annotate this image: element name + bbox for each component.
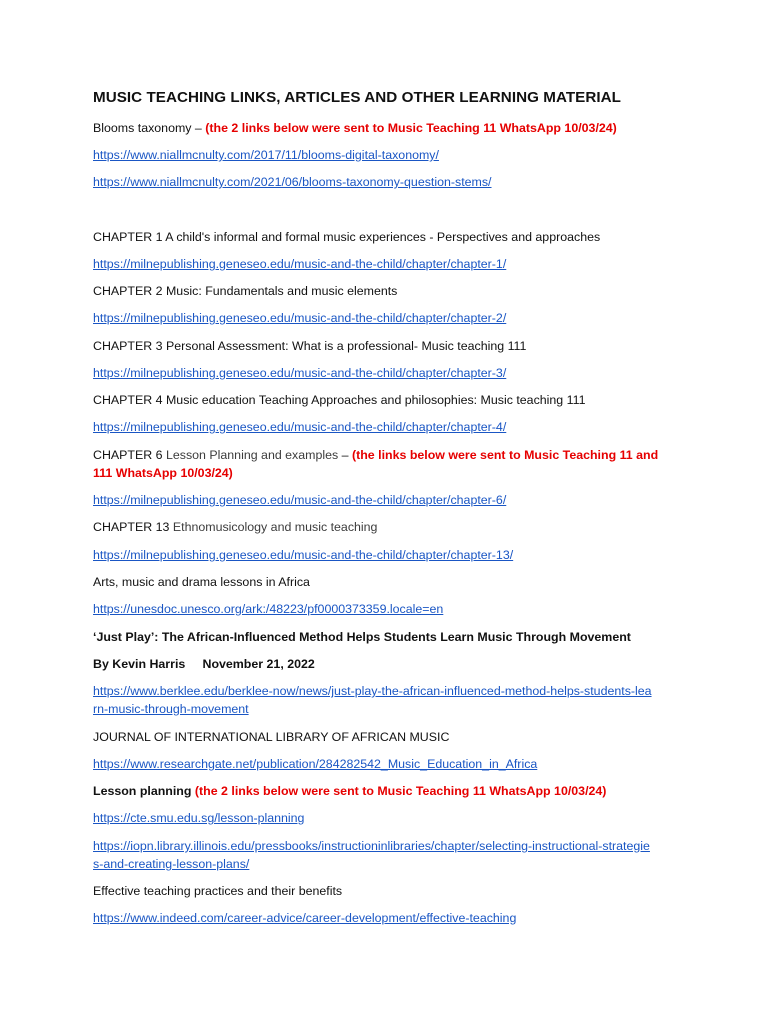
chapter-3-title: CHAPTER 3 Personal Assessment: What is a professional- Music teaching 111 bbox=[93, 339, 527, 353]
effective-teaching-label: Effective teaching practices and their benefits bbox=[93, 884, 343, 898]
chapter-13-title: Ethnomusicology and music teaching bbox=[172, 520, 378, 534]
chapter-13-heading bbox=[93, 518, 377, 536]
chapter-1-link bbox=[93, 255, 506, 273]
africa-lessons-link-anchor[interactable]: https://unesdoc.unesco.org/ark:/48223/pf0000373359.locale=en bbox=[93, 602, 444, 616]
article-link bbox=[93, 682, 653, 718]
chapter-2-title: CHAPTER 2 Music: Fundamentals and music elements bbox=[93, 284, 398, 298]
lesson-planning-link-2 bbox=[93, 837, 653, 873]
chapter-1-link-anchor[interactable]: https://milnepublishing.geneseo.edu/music-and-the-child/chapter/chapter-1/ bbox=[93, 257, 507, 271]
article-byline: By Kevin Harris November 21, 2022 bbox=[93, 657, 315, 671]
chapter-6-prefix: CHAPTER 6 bbox=[93, 448, 166, 462]
journal-link-anchor[interactable]: https://www.researchgate.net/publication/284282542_Music_Education_in_Africa bbox=[93, 757, 538, 771]
blooms-link-2-anchor[interactable]: https://www.niallmcnulty.com/2021/06/blooms-taxonomy-question-stems/ bbox=[93, 175, 492, 189]
page-title: MUSIC TEACHING LINKS, ARTICLES AND OTHER LEARNING MATERIAL bbox=[93, 89, 621, 106]
chapter-3-link-anchor[interactable]: https://milnepublishing.geneseo.edu/music-and-the-child/chapter/chapter-3/ bbox=[93, 366, 507, 380]
chapter-6-title: Lesson Planning and examples bbox=[165, 448, 339, 462]
chapter-3-link bbox=[93, 364, 506, 382]
blooms-note: (the 2 links below were sent to Music Teaching 11 WhatsApp 10/03/24) bbox=[205, 121, 617, 135]
journal-link bbox=[93, 755, 537, 773]
blooms-label: Blooms taxonomy – bbox=[93, 121, 206, 135]
africa-lessons-link bbox=[93, 600, 443, 618]
effective-teaching-link-anchor[interactable]: https://www.indeed.com/career-advice/career-development/effective-teaching bbox=[93, 911, 517, 925]
lesson-planning-link-1-anchor[interactable]: https://cte.smu.edu.sg/lesson-planning bbox=[93, 811, 305, 825]
chapter-4-title: CHAPTER 4 Music education Teaching Approaches and philosophies: Music teaching 111 bbox=[93, 393, 586, 407]
africa-lessons-label: Arts, music and drama lessons in Africa bbox=[93, 575, 310, 589]
chapter-6-link bbox=[93, 491, 506, 509]
lesson-planning-link-1 bbox=[93, 809, 304, 827]
blooms-link-1-anchor[interactable]: https://www.niallmcnulty.com/2017/11/blooms-digital-taxonomy/ bbox=[93, 148, 439, 162]
chapter-4-link-anchor[interactable]: https://milnepublishing.geneseo.edu/music-and-the-child/chapter/chapter-4/ bbox=[93, 420, 507, 434]
chapter-6-heading bbox=[93, 446, 668, 482]
chapter-1-title: CHAPTER 1 A child's informal and formal music experiences - Perspectives and approaches bbox=[93, 230, 601, 244]
chapter-2-link-anchor[interactable]: https://milnepublishing.geneseo.edu/music-and-the-child/chapter/chapter-2/ bbox=[93, 311, 507, 325]
blooms-link-2 bbox=[93, 173, 492, 191]
chapter-13-link bbox=[93, 546, 513, 564]
chapter-13-prefix: CHAPTER 13 bbox=[93, 520, 173, 534]
chapter-4-link bbox=[93, 418, 506, 436]
chapter-6-link-anchor[interactable]: https://milnepublishing.geneseo.edu/music-and-the-child/chapter/chapter-6/ bbox=[93, 493, 507, 507]
lesson-planning-note: (the 2 links below were sent to Music Teaching 11 WhatsApp 10/03/24) bbox=[194, 784, 607, 798]
article-title: ‘Just Play’: The African-Influenced Method Helps Students Learn Music Through Movement bbox=[93, 630, 631, 644]
journal-label: JOURNAL OF INTERNATIONAL LIBRARY OF AFRICAN MUSIC bbox=[93, 730, 450, 744]
effective-teaching-link bbox=[93, 909, 516, 927]
blooms-link-1 bbox=[93, 146, 439, 164]
chapter-6-note: (the links below were sent to Music Teaching 11 and 111 WhatsApp 10/03/24) bbox=[93, 448, 659, 480]
chapter-6-dash: – bbox=[338, 448, 352, 462]
blooms-heading bbox=[93, 119, 617, 137]
article-link-anchor[interactable]: https://www.berklee.edu/berklee-now/news/just-play-the-african-influenced-method-helps-students-learn-music-through-movement bbox=[93, 684, 652, 716]
chapter-2-link bbox=[93, 309, 506, 327]
lesson-planning-link-2-anchor[interactable]: https://iopn.library.illinois.edu/pressbooks/instructioninlibraries/chapter/selecting-instructional-strategies-and-creating-lesson-plans/ bbox=[93, 839, 650, 871]
chapter-13-link-anchor[interactable]: https://milnepublishing.geneseo.edu/music-and-the-child/chapter/chapter-13/ bbox=[93, 548, 514, 562]
lesson-planning-label: Lesson planning bbox=[93, 784, 195, 798]
lesson-planning-heading bbox=[93, 782, 606, 800]
